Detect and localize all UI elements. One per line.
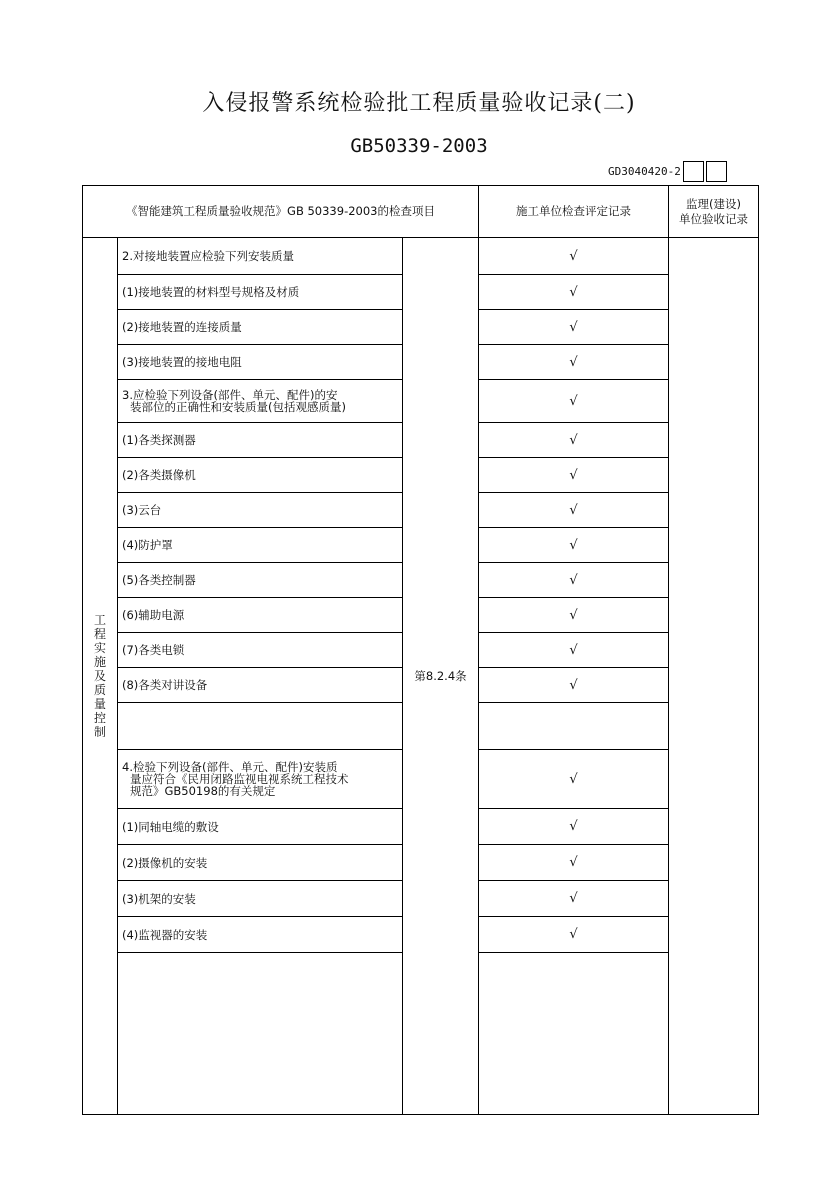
form-code-box-1[interactable]	[683, 161, 704, 182]
header-items: 《智能建筑工程质量验收规范》GB 50339-2003的检查项目	[83, 186, 479, 238]
form-code-box-2[interactable]	[706, 161, 727, 182]
check-cell[interactable]: √	[479, 845, 669, 881]
check-cell[interactable]: √	[479, 809, 669, 845]
form-code-text: GD3040420-2	[608, 164, 681, 178]
table-row	[83, 238, 759, 275]
header-supervisor-line2: 单位验收记录	[679, 211, 749, 226]
header-supervisor-line1: 监理(建设)	[686, 196, 742, 211]
item-cell: (4)监视器的安装	[118, 917, 403, 953]
header-row	[83, 186, 759, 238]
check-cell[interactable]: √	[479, 493, 669, 528]
check-cell[interactable]: √	[479, 380, 669, 423]
check-cell[interactable]: √	[479, 345, 669, 380]
check-cell[interactable]: √	[479, 750, 669, 809]
item-cell: (1)接地装置的材料型号规格及材质	[118, 275, 403, 310]
item-cell: (5)各类控制器	[118, 563, 403, 598]
check-cell[interactable]: √	[479, 310, 669, 345]
check-cell[interactable]: √	[479, 563, 669, 598]
item-cell	[118, 703, 403, 750]
item-cell: 3.应检验下列设备(部件、单元、配件)的安 装部位的正确性和安装质量(包括观感质量)	[118, 380, 403, 423]
form-title: 入侵报警系统检验批工程质量验收记录(二)	[202, 91, 636, 116]
supervisor-record-cell[interactable]	[669, 238, 759, 1115]
item-cell: (3)接地装置的接地电阻	[118, 345, 403, 380]
header-supervisor	[669, 186, 759, 238]
check-cell[interactable]: √	[479, 238, 669, 275]
inspection-table	[82, 185, 759, 1115]
standard-number: GB50339-2003	[350, 135, 488, 157]
check-cell[interactable]: √	[479, 917, 669, 953]
item-cell: (2)摄像机的安装	[118, 845, 403, 881]
item-cell: (3)机架的安装	[118, 881, 403, 917]
item-cell: 2.对接地装置应检验下列安装质量	[118, 238, 403, 275]
check-cell[interactable]: √	[479, 598, 669, 633]
item-cell: (8)各类对讲设备	[118, 668, 403, 703]
item-cell: (3)云台	[118, 493, 403, 528]
check-cell[interactable]: √	[479, 881, 669, 917]
item-cell: (7)各类电锁	[118, 633, 403, 668]
check-cell[interactable]: √	[479, 423, 669, 458]
check-cell[interactable]	[479, 703, 669, 750]
item-cell: (2)接地装置的连接质量	[118, 310, 403, 345]
check-cell[interactable]: √	[479, 275, 669, 310]
form-code	[608, 160, 727, 182]
item-cell: 4.检验下列设备(部件、单元、配件)安装质 量应符合《民用闭路监视电视系统工程技术 规范》GB50198的有关规定	[118, 750, 403, 809]
item-cell: (1)同轴电缆的敷设	[118, 809, 403, 845]
check-cell[interactable]: √	[479, 528, 669, 563]
item-cell: (2)各类摄像机	[118, 458, 403, 493]
item-cell: (6)辅助电源	[118, 598, 403, 633]
header-contractor: 施工单位检查评定记录	[479, 186, 669, 238]
item-cell: (4)防护罩	[118, 528, 403, 563]
check-cell[interactable]: √	[479, 458, 669, 493]
check-cell[interactable]: √	[479, 633, 669, 668]
category-label: 工程实施及质量控制	[83, 238, 118, 1115]
clause-cell: 第8.2.4条	[403, 238, 479, 1115]
check-cell[interactable]	[479, 953, 669, 1115]
item-cell: (1)各类探测器	[118, 423, 403, 458]
item-cell	[118, 953, 403, 1115]
check-cell[interactable]: √	[479, 668, 669, 703]
